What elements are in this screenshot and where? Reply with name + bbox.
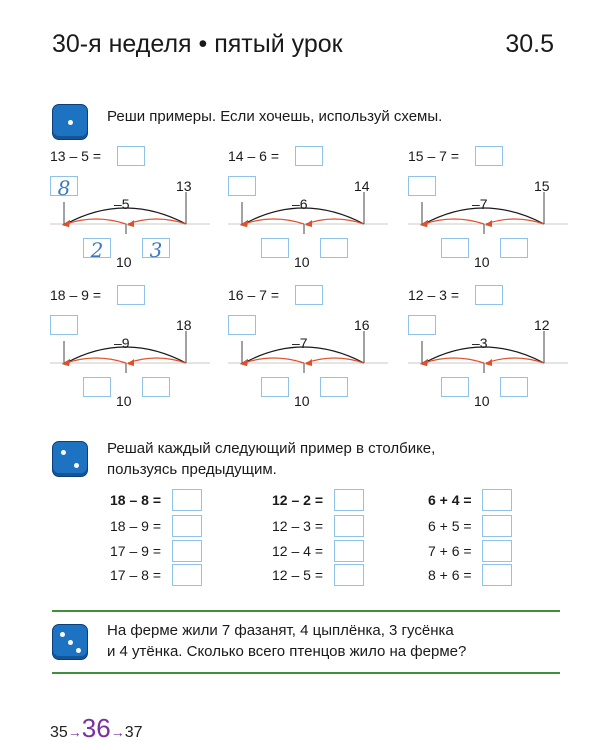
part-box-left[interactable] [441, 238, 469, 258]
column-expression: 7 + 6 = [428, 543, 472, 559]
part-box-left[interactable]: 2 [83, 238, 111, 258]
problem-expression: 15 – 7 = [408, 148, 459, 164]
start-number: 13 [176, 178, 192, 194]
problem-expression: 12 – 3 = [408, 287, 459, 303]
answer-box[interactable] [172, 515, 202, 537]
start-number: 14 [354, 178, 370, 194]
part-box-right[interactable] [500, 238, 528, 258]
start-number: 12 [534, 317, 550, 333]
section-divider-bottom [52, 672, 560, 674]
column-expression: 8 + 6 = [428, 567, 472, 583]
column-expression: 12 – 4 = [272, 543, 323, 559]
answer-box[interactable] [334, 489, 364, 511]
answer-box[interactable] [334, 540, 364, 562]
answer-box[interactable] [295, 146, 323, 166]
result-box[interactable] [228, 315, 256, 335]
column-expression: 6 + 5 = [428, 518, 472, 534]
part-box-right[interactable] [320, 238, 348, 258]
arrow-right-icon: → [110, 724, 125, 740]
step-label: –7 [472, 196, 488, 212]
column-expression: 12 – 5 = [272, 567, 323, 583]
answer-box[interactable] [482, 489, 512, 511]
start-number: 18 [176, 317, 192, 333]
part-box-right[interactable] [500, 377, 528, 397]
ten-label: 10 [294, 393, 310, 409]
step-label: –9 [114, 335, 130, 351]
answer-box[interactable] [172, 564, 202, 586]
task2-instruction-line1: Решай каждый следующий пример в столбике, [107, 440, 436, 457]
arrow-right-icon: → [67, 724, 82, 740]
part-box-right[interactable] [142, 377, 170, 397]
task3-line1: На ферме жили 7 фазанят, 4 цыплёнка, 3 гусёнка [107, 622, 454, 639]
section-divider-top [52, 610, 560, 612]
column-expression: 18 – 9 = [110, 518, 161, 534]
column-expression: 17 – 8 = [110, 567, 161, 583]
page-title: 30-я неделя • пятый урок [52, 30, 343, 58]
step-label: –7 [292, 335, 308, 351]
column-expression: 18 – 8 = [110, 492, 161, 508]
prev-page-number[interactable]: 35 [50, 724, 68, 741]
answer-box[interactable] [482, 540, 512, 562]
task1-instruction: Реши примеры. Если хочешь, используй схемы. [107, 108, 443, 125]
die-one-pip-icon [52, 104, 88, 140]
column-expression: 12 – 3 = [272, 518, 323, 534]
result-box[interactable] [228, 176, 256, 196]
problem-expression: 16 – 7 = [228, 287, 279, 303]
result-box[interactable] [408, 176, 436, 196]
problem-expression: 14 – 6 = [228, 148, 279, 164]
answer-box[interactable] [475, 146, 503, 166]
part-box-left[interactable] [441, 377, 469, 397]
answer-box[interactable] [172, 540, 202, 562]
answer-box[interactable] [334, 564, 364, 586]
answer-box[interactable] [295, 285, 323, 305]
answer-box[interactable] [475, 285, 503, 305]
column-expression: 6 + 4 = [428, 492, 472, 508]
ten-label: 10 [474, 393, 490, 409]
answer-box[interactable] [117, 146, 145, 166]
answer-box[interactable] [172, 489, 202, 511]
die-three-pip-icon [52, 624, 88, 660]
part-box-left[interactable] [83, 377, 111, 397]
ten-label: 10 [116, 393, 132, 409]
step-label: –3 [472, 335, 488, 351]
start-number: 16 [354, 317, 370, 333]
current-page-number: 36 [81, 713, 111, 743]
step-label: –5 [114, 196, 130, 212]
answer-box[interactable] [482, 564, 512, 586]
lesson-code: 30.5 [505, 30, 554, 58]
next-page-number[interactable]: 37 [124, 724, 143, 741]
die-two-pip-icon [52, 441, 88, 477]
start-number: 15 [534, 178, 550, 194]
answer-box[interactable] [334, 515, 364, 537]
ten-label: 10 [474, 254, 490, 270]
part-box-left[interactable] [261, 377, 289, 397]
column-expression: 17 – 9 = [110, 543, 161, 559]
answer-box[interactable] [482, 515, 512, 537]
ten-label: 10 [294, 254, 310, 270]
page-footer [50, 713, 143, 744]
column-expression: 12 – 2 = [272, 492, 323, 508]
ten-label: 10 [116, 254, 132, 270]
result-box[interactable] [50, 315, 78, 335]
step-label: –6 [292, 196, 308, 212]
answer-box[interactable] [117, 285, 145, 305]
problem-expression: 13 – 5 = [50, 148, 101, 164]
part-box-right[interactable] [320, 377, 348, 397]
result-box[interactable] [408, 315, 436, 335]
part-box-right[interactable]: 3 [142, 238, 170, 258]
problem-expression: 18 – 9 = [50, 287, 101, 303]
task2-instruction-line2: пользуясь предыдущим. [107, 461, 277, 478]
result-box[interactable]: 8 [50, 176, 78, 196]
part-box-left[interactable] [261, 238, 289, 258]
task3-line2: и 4 утёнка. Сколько всего птенцов жило на ферме? [107, 643, 467, 660]
